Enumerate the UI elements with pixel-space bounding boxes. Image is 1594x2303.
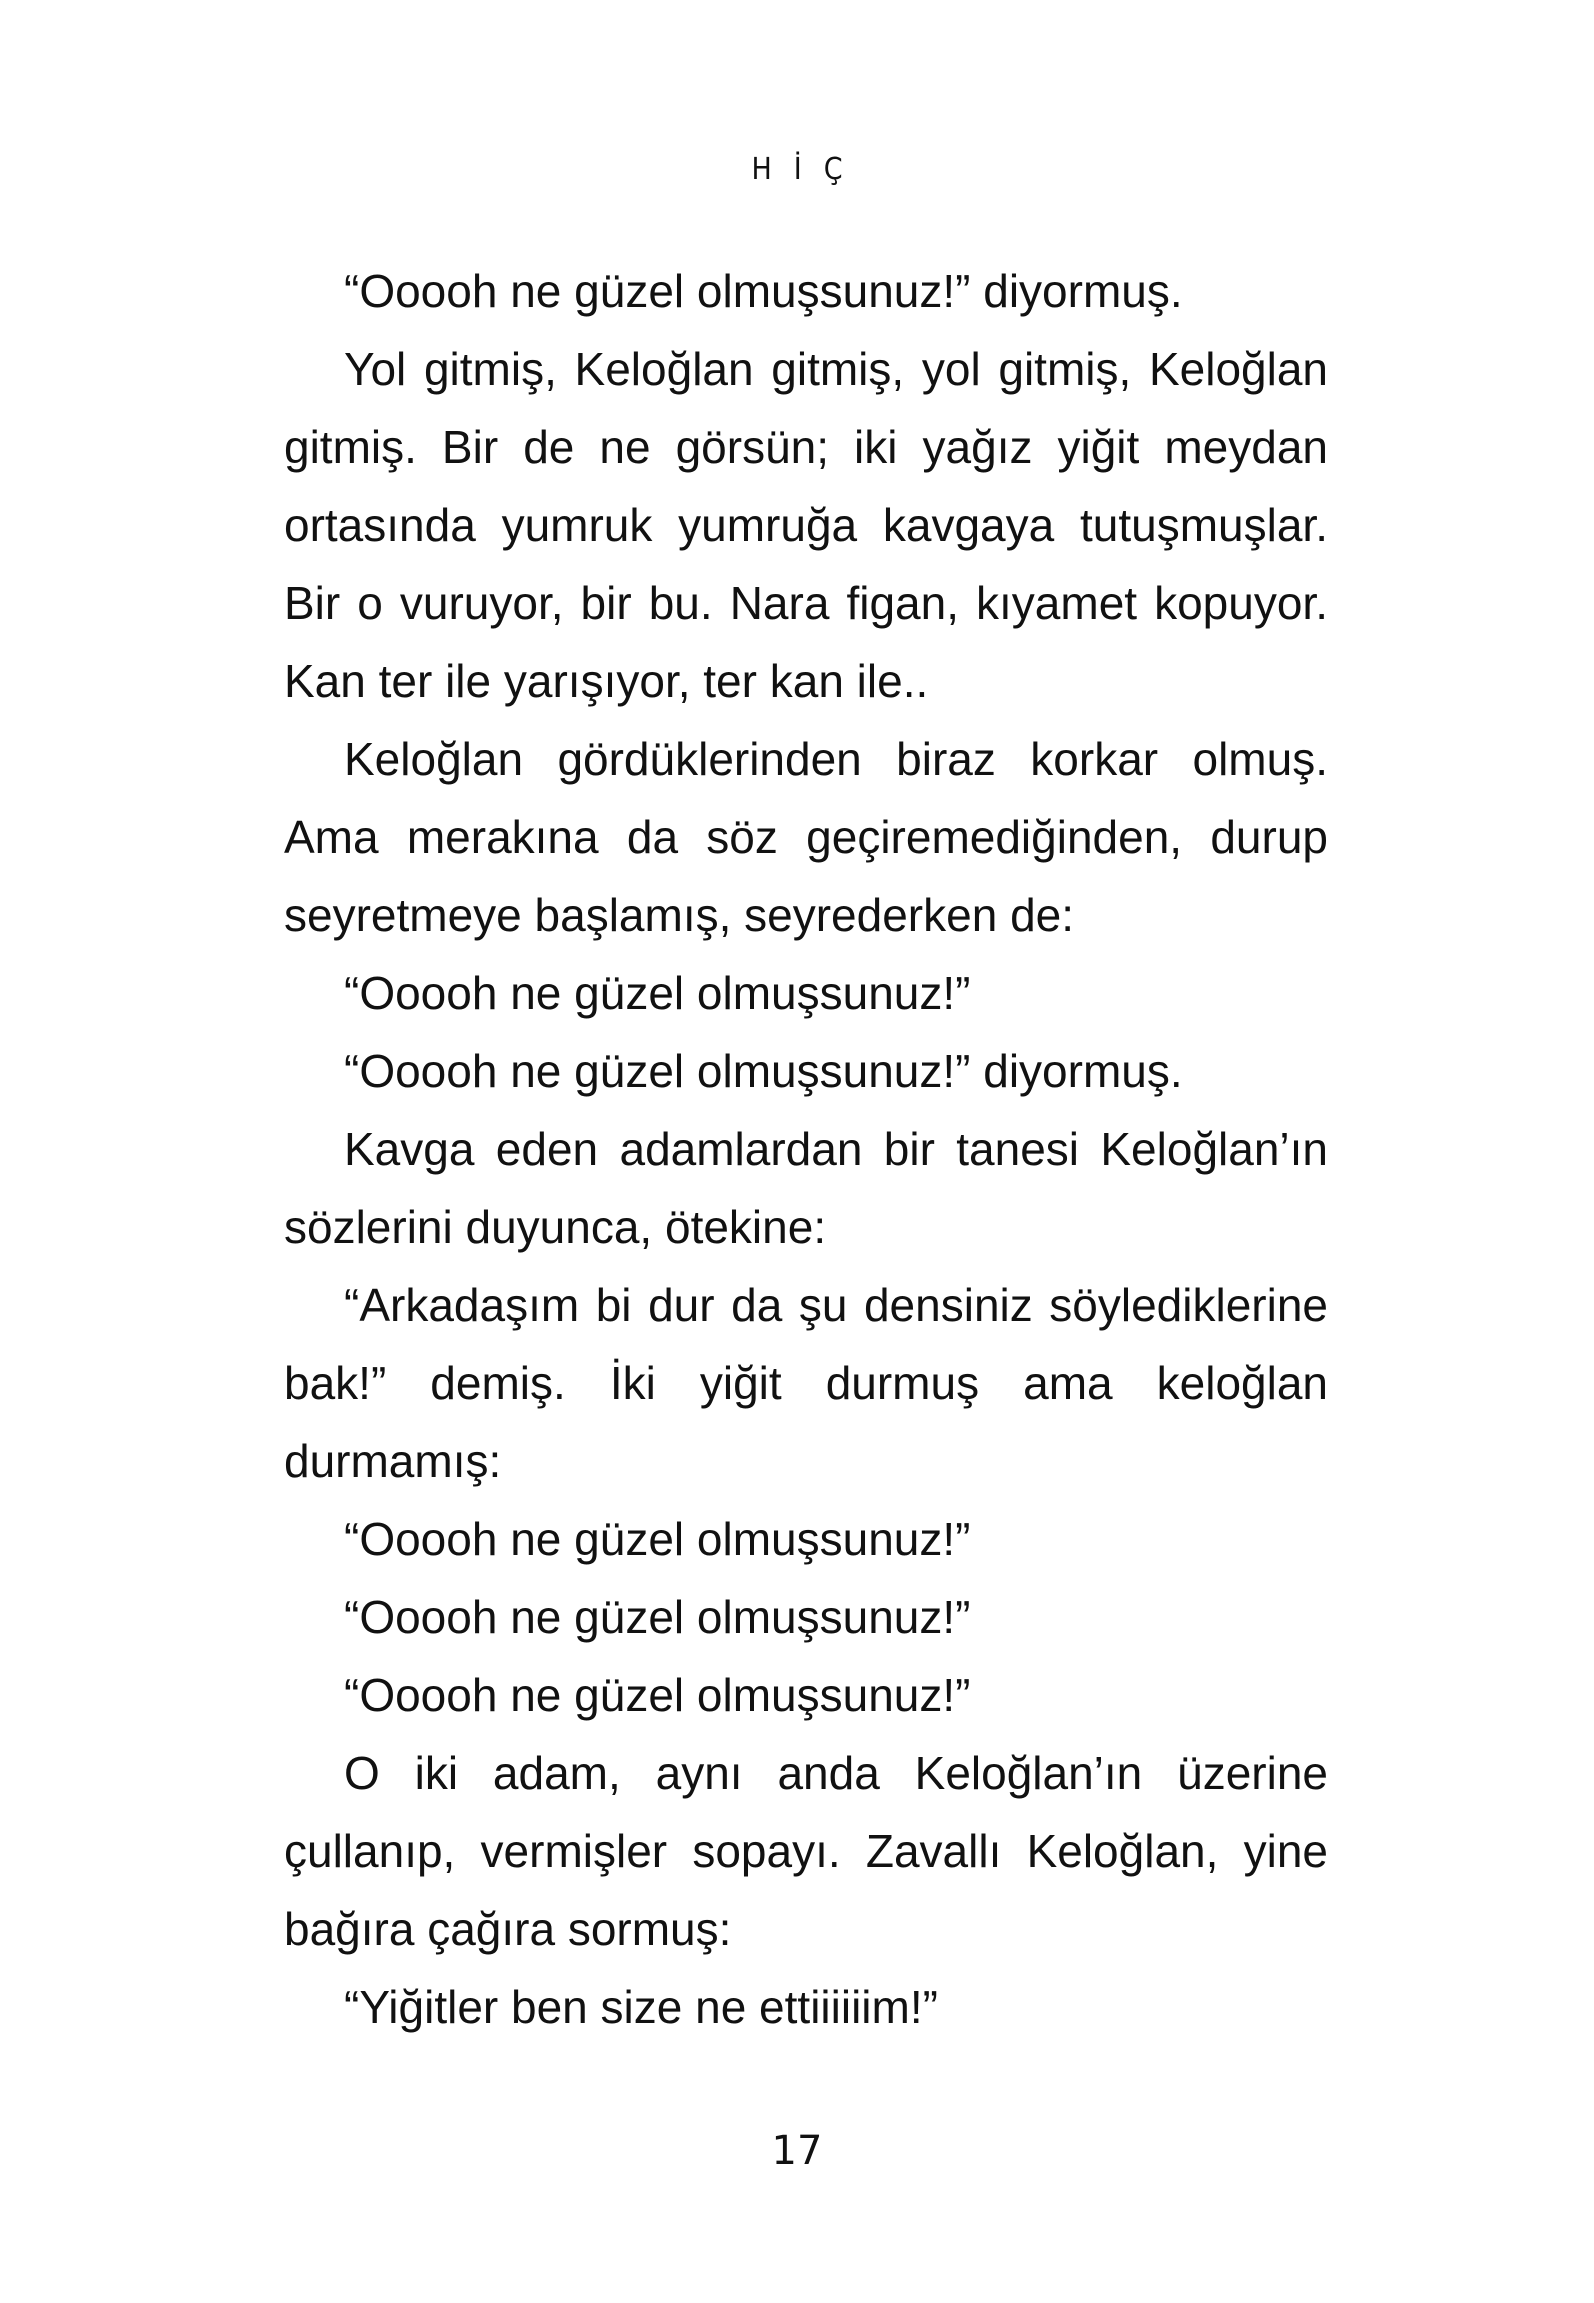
paragraph: Kavga eden adamlardan bir tanesi Keloğlan’ın sözlerini duyunca, ötekine: [284,1123,1328,1253]
page-number: 17 [771,2128,823,2174]
paragraph: “Ooooh ne güzel olmuşsunuz!” diyormuş. [344,265,1183,317]
paragraph: “Ooooh ne güzel olmuşsunuz!” [344,1591,971,1643]
paragraph: “Ooooh ne güzel olmuşsunuz!” [344,967,971,1019]
paragraph: O iki adam, aynı anda Keloğlan’ın üzerine çullanıp, vermişler sopayı. Zavallı Keloğlan, yine bağıra çağıra sormuş: [284,1747,1328,1955]
paragraph: Yol gitmiş, Keloğlan gitmiş, yol gitmiş, Keloğlan gitmiş. Bir de ne görsün; iki yağız yiğit meydan ortasında yumruk yumruğa kavgaya tutuşmuşlar. Bir o vuruyor, bir bu. Nara figan, kıyamet kopuyor. Kan ter ile yarışıyor, ter kan ile.. [284,343,1328,707]
paragraph: Keloğlan gördüklerinden biraz korkar olmuş. Ama merakına da söz geçiremediğinden, durup seyretmeye başlamış, seyrederken de: [284,733,1328,941]
paragraph: “Yiğitler ben size ne ettiiiiiim!” [344,1981,938,2033]
running-head: HİÇ [751,152,865,187]
paragraph: “Ooooh ne güzel olmuşsunuz!” diyormuş. [344,1045,1183,1097]
paragraph: “Ooooh ne güzel olmuşsunuz!” [344,1513,971,1565]
body-text [284,252,1328,2046]
paragraph: “Arkadaşım bi dur da şu densiniz söylediklerine bak!” demiş. İki yiğit durmuş ama keloğlan durmamış: [284,1279,1328,1487]
paragraph: “Ooooh ne güzel olmuşsunuz!” [344,1669,971,1721]
